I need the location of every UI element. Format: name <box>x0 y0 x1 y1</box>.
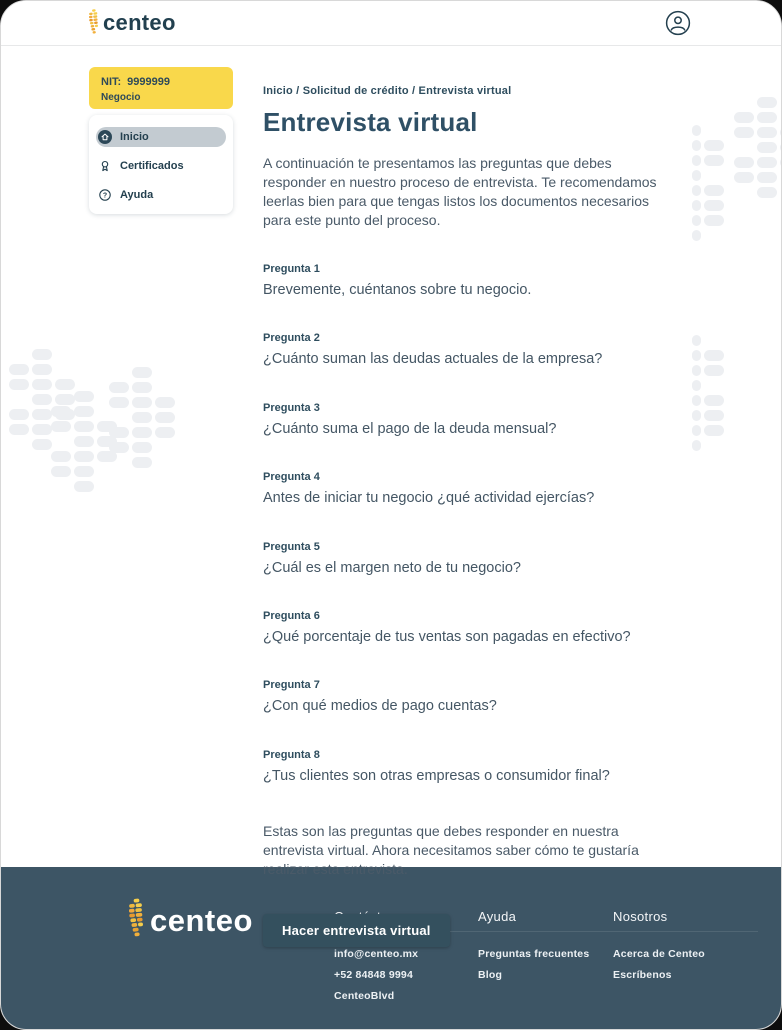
sidebar-item-label: Ayuda <box>120 188 154 201</box>
question-label: Pregunta 5 <box>263 540 320 553</box>
question-block-2 <box>263 332 661 368</box>
question-text: ¿Qué porcentaje de tus ventas son pagadas en efectivo? <box>263 628 631 645</box>
question-label: Pregunta 7 <box>263 679 320 692</box>
page-title: Entrevista virtual <box>263 107 478 137</box>
question-block-5 <box>263 541 661 577</box>
footer-link-phone[interactable]: +52 84848 9994 <box>334 969 414 981</box>
footer-link-address[interactable]: CenteoBlvd <box>334 990 395 1002</box>
intro-paragraph: A continuación te presentamos las preguntas que debes responder en nuestro proceso de entrevista. Te recomendamos leerlas bien para que tengas listos los documentos necesarios para este punto del proceso. <box>263 155 657 228</box>
footer-column-title: Ayuda <box>478 909 517 924</box>
account-type-label: Negocio <box>101 92 141 103</box>
nit-value: 9999999 <box>127 76 170 88</box>
question-block-3 <box>263 402 661 438</box>
corn-logo-icon <box>129 898 146 942</box>
sidebar <box>89 67 233 214</box>
corn-logo-icon <box>89 9 100 37</box>
brand-name: centeo <box>103 10 176 35</box>
question-text: ¿Cuánto suman las deudas actuales de la empresa? <box>263 351 603 368</box>
sidebar-item-label: Certificados <box>120 159 184 172</box>
footer-link-about[interactable]: Acerca de Centeo <box>613 948 705 960</box>
question-label: Pregunta 4 <box>263 471 320 484</box>
help-circle-icon <box>98 188 112 202</box>
content-panel <box>263 85 661 947</box>
question-text: ¿Tus clientes son otras empresas o consumidor final? <box>263 767 610 784</box>
home-icon <box>98 130 112 144</box>
nit-label: NIT: <box>101 76 122 88</box>
question-block-6 <box>263 610 661 646</box>
question-block-8 <box>263 749 661 785</box>
brand-logo[interactable] <box>89 9 176 37</box>
footer-link-write-us[interactable]: Escríbenos <box>613 969 672 981</box>
question-label: Pregunta 2 <box>263 332 320 345</box>
certificate-badge-icon <box>98 159 112 173</box>
footer-brand-logo[interactable] <box>129 898 253 942</box>
question-block-4 <box>263 471 661 507</box>
start-virtual-interview-button[interactable]: Hacer entrevista virtual <box>263 914 450 947</box>
closing-paragraph: Estas son las preguntas que debes responder en nuestra entrevista virtual. Ahora necesitamos saber cómo te gustaría realizar esta entrevista. <box>263 823 639 878</box>
footer-link-blog[interactable]: Blog <box>478 969 503 981</box>
footer-link-faq[interactable]: Preguntas frecuentes <box>478 948 590 960</box>
question-label: Pregunta 6 <box>263 609 320 622</box>
question-text: ¿Con qué medios de pago cuentas? <box>263 698 497 715</box>
question-block-7 <box>263 679 661 715</box>
user-avatar-icon[interactable] <box>665 10 691 36</box>
svg-text:?: ? <box>102 192 108 200</box>
question-text: ¿Cuál es el margen neto de tu negocio? <box>263 559 521 576</box>
footer-column-title: Nosotros <box>613 909 668 924</box>
business-id-card <box>89 67 233 109</box>
question-label: Pregunta 8 <box>263 748 320 761</box>
question-text: Antes de iniciar tu negocio ¿qué actividad ejercías? <box>263 490 595 507</box>
sidebar-nav <box>89 115 233 214</box>
question-label: Pregunta 1 <box>263 263 320 275</box>
sidebar-item-inicio[interactable] <box>96 127 226 147</box>
question-text: ¿Cuánto suma el pago de la deuda mensual? <box>263 420 557 437</box>
sidebar-item-certificados[interactable] <box>96 156 226 176</box>
sidebar-item-label: Inicio <box>120 130 149 143</box>
question-text: Brevemente, cuéntanos sobre tu negocio. <box>263 282 532 298</box>
footer-brand-name: centeo <box>150 902 253 938</box>
footer-link-email[interactable]: info@centeo.mx <box>334 948 419 960</box>
breadcrumb[interactable]: Inicio / Solicitud de crédito / Entrevista virtual <box>263 85 512 97</box>
question-label: Pregunta 3 <box>263 401 320 414</box>
sidebar-item-ayuda[interactable] <box>96 185 226 205</box>
question-block-1 <box>263 263 661 299</box>
top-header <box>1 1 781 46</box>
